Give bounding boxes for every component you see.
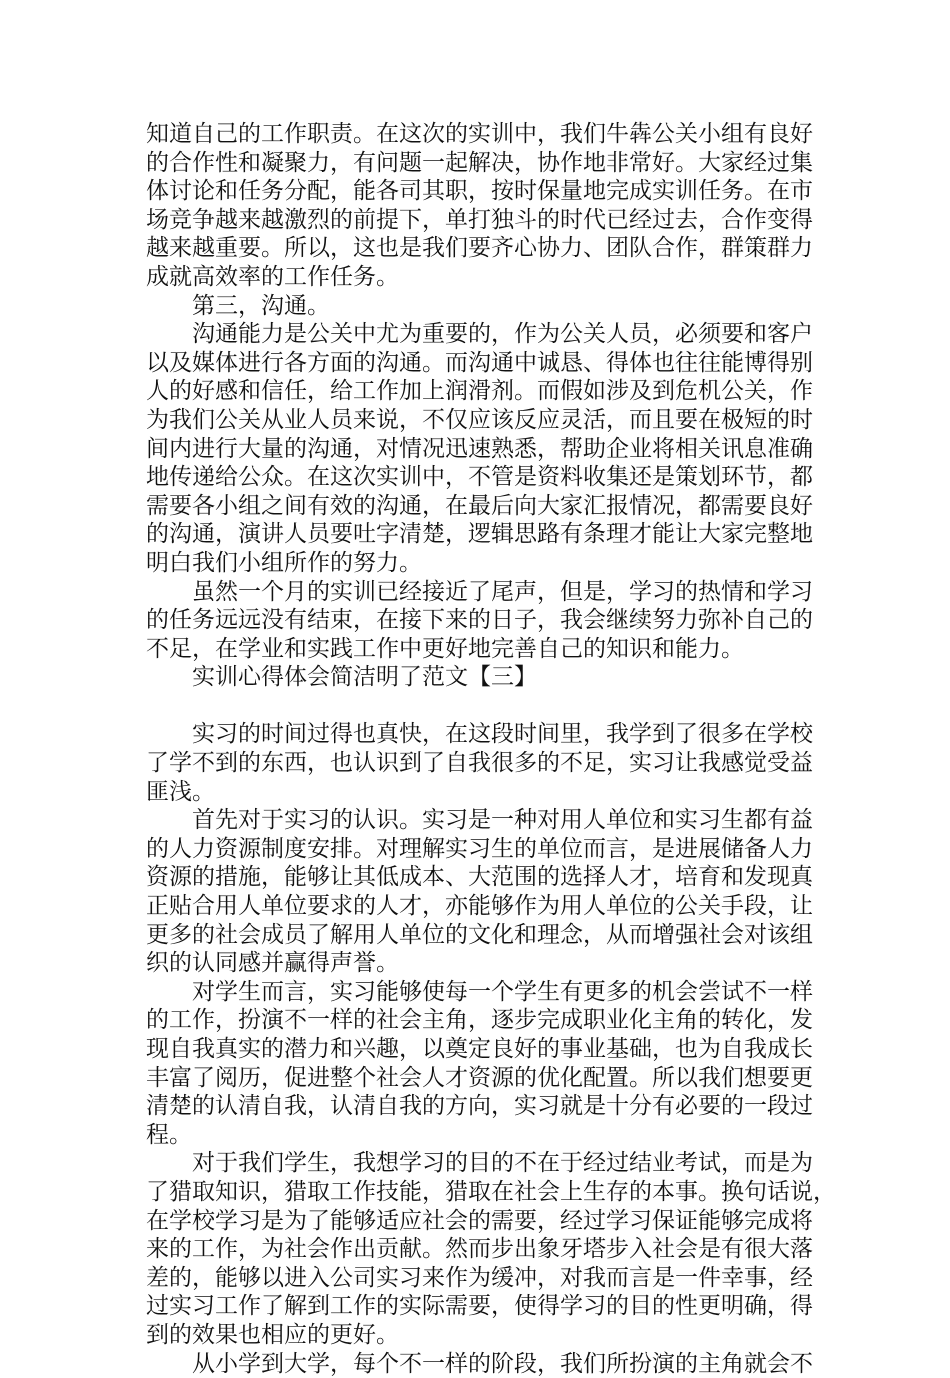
text-line: 的任务远远没有结束，在接下来的日子，我会继续努力弥补自己的	[146, 607, 813, 634]
text-line: 过实习工作了解到工作的实际需要，使得学习的目的性更明确，得	[146, 1293, 813, 1320]
text-line: 到的效果也相应的更好。	[146, 1321, 399, 1348]
text-line: 对学生而言，实习能够使每一个学生有更多的机会尝试不一样	[192, 978, 813, 1005]
text-line: 的合作性和凝聚力，有问题一起解决，协作地非常好。大家经过集	[146, 149, 813, 176]
text-line: 地传递给公众。在这次实训中，不管是资料收集还是策划环节，都	[146, 464, 813, 491]
text-line: 对于我们学生，我想学习的目的不在于经过结业考试，而是为	[192, 1150, 813, 1177]
text-line: 不足，在学业和实践工作中更好地完善自己的知识和能力。	[146, 635, 744, 662]
text-line: 实训心得体会简洁明了范文【三】	[192, 664, 537, 691]
text-line: 越来越重要。所以，这也是我们要齐心协力、团队合作，群策群力	[146, 235, 813, 262]
text-line: 从小学到大学，每个不一样的阶段，我们所扮演的主角就会不	[192, 1350, 813, 1377]
document-body	[146, 120, 836, 1378]
text-line: 资源的措施，能够让其低成本、大范围的选择人才，培育和发现真	[146, 864, 813, 891]
text-line: 实习的时间过得也真快，在这段时间里，我学到了很多在学校	[192, 721, 813, 748]
text-line: 虽然一个月的实训已经接近了尾声，但是，学习的热情和学习	[192, 578, 813, 605]
text-line: 丰富了阅历，促进整个社会人才资源的优化配置。所以我们想要更	[146, 1064, 813, 1091]
text-line: 沟通能力是公关中尤为重要的，作为公关人员，必须要和客户	[192, 321, 813, 348]
text-line: 为我们公关从业人员来说，不仅应该反应灵活，而且要在极短的时	[146, 406, 813, 433]
text-line: 场竞争越来越激烈的前提下，单打独斗的时代已经过去，合作变得	[146, 206, 813, 233]
text-line: 的人力资源制度安排。对理解实习生的单位而言，是进展储备人力	[146, 835, 813, 862]
text-line: 人的好感和信任，给工作加上润滑剂。而假如涉及到危机公关，作	[146, 378, 813, 405]
text-line: 首先对于实习的认识。实习是一种对用人单位和实习生都有益	[192, 807, 813, 834]
text-line: 程。	[146, 1121, 192, 1148]
text-line: 了猎取知识，猎取工作技能，猎取在社会上生存的本事。换句话说，	[146, 1178, 836, 1205]
text-line: 的沟通，演讲人员要吐字清楚，逻辑思路有条理才能让大家完整地	[146, 521, 813, 548]
text-line: 需要各小组之间有效的沟通，在最后向大家汇报情况，都需要良好	[146, 492, 813, 519]
text-line: 体讨论和任务分配，能各司其职，按时保量地完成实训任务。在市	[146, 178, 813, 205]
text-line: 第三，沟通。	[192, 292, 330, 319]
blank-line	[146, 692, 811, 721]
text-line: 现自我真实的潜力和兴趣，以奠定良好的事业基础，也为自我成长	[146, 1036, 813, 1062]
text-line: 间内进行大量的沟通，对情况迅速熟悉，帮助企业将相关讯息准确	[146, 435, 813, 462]
text-line: 匪浅。	[146, 778, 215, 805]
text-line: 了学不到的东西，也认识到了自我很多的不足，实习让我感觉受益	[146, 750, 813, 777]
text-line: 清楚的认清自我，认清自我的方向，实习就是十分有必要的一段过	[146, 1093, 813, 1120]
text-line: 知道自己的工作职责。在这次的实训中，我们牛犇公关小组有良好	[146, 121, 813, 147]
text-line: 明白我们小组所作的努力。	[146, 549, 422, 576]
text-line: 更多的社会成员了解用人单位的文化和理念，从而增强社会对该组	[146, 921, 813, 948]
text-line: 在学校学习是为了能够适应社会的需要，经过学习保证能够完成将	[146, 1207, 813, 1234]
text-line: 的工作，扮演不一样的社会主角，逐步完成职业化主角的转化，发	[146, 1007, 813, 1034]
text-line: 以及媒体进行各方面的沟通。而沟通中诚恳、得体也往往能博得别	[146, 349, 813, 376]
text-line: 来的工作，为社会作出贡献。然而步出象牙塔步入社会是有很大落	[146, 1236, 813, 1263]
text-line: 差的，能够以进入公司实习来作为缓冲，对我而言是一件幸事，经	[146, 1264, 813, 1291]
text-line: 成就高效率的工作任务。	[146, 263, 399, 290]
text-line: 正贴合用人单位要求的人才，亦能够作为用人单位的公关手段，让	[146, 893, 813, 920]
text-line: 织的认同感并赢得声誉。	[146, 950, 399, 977]
